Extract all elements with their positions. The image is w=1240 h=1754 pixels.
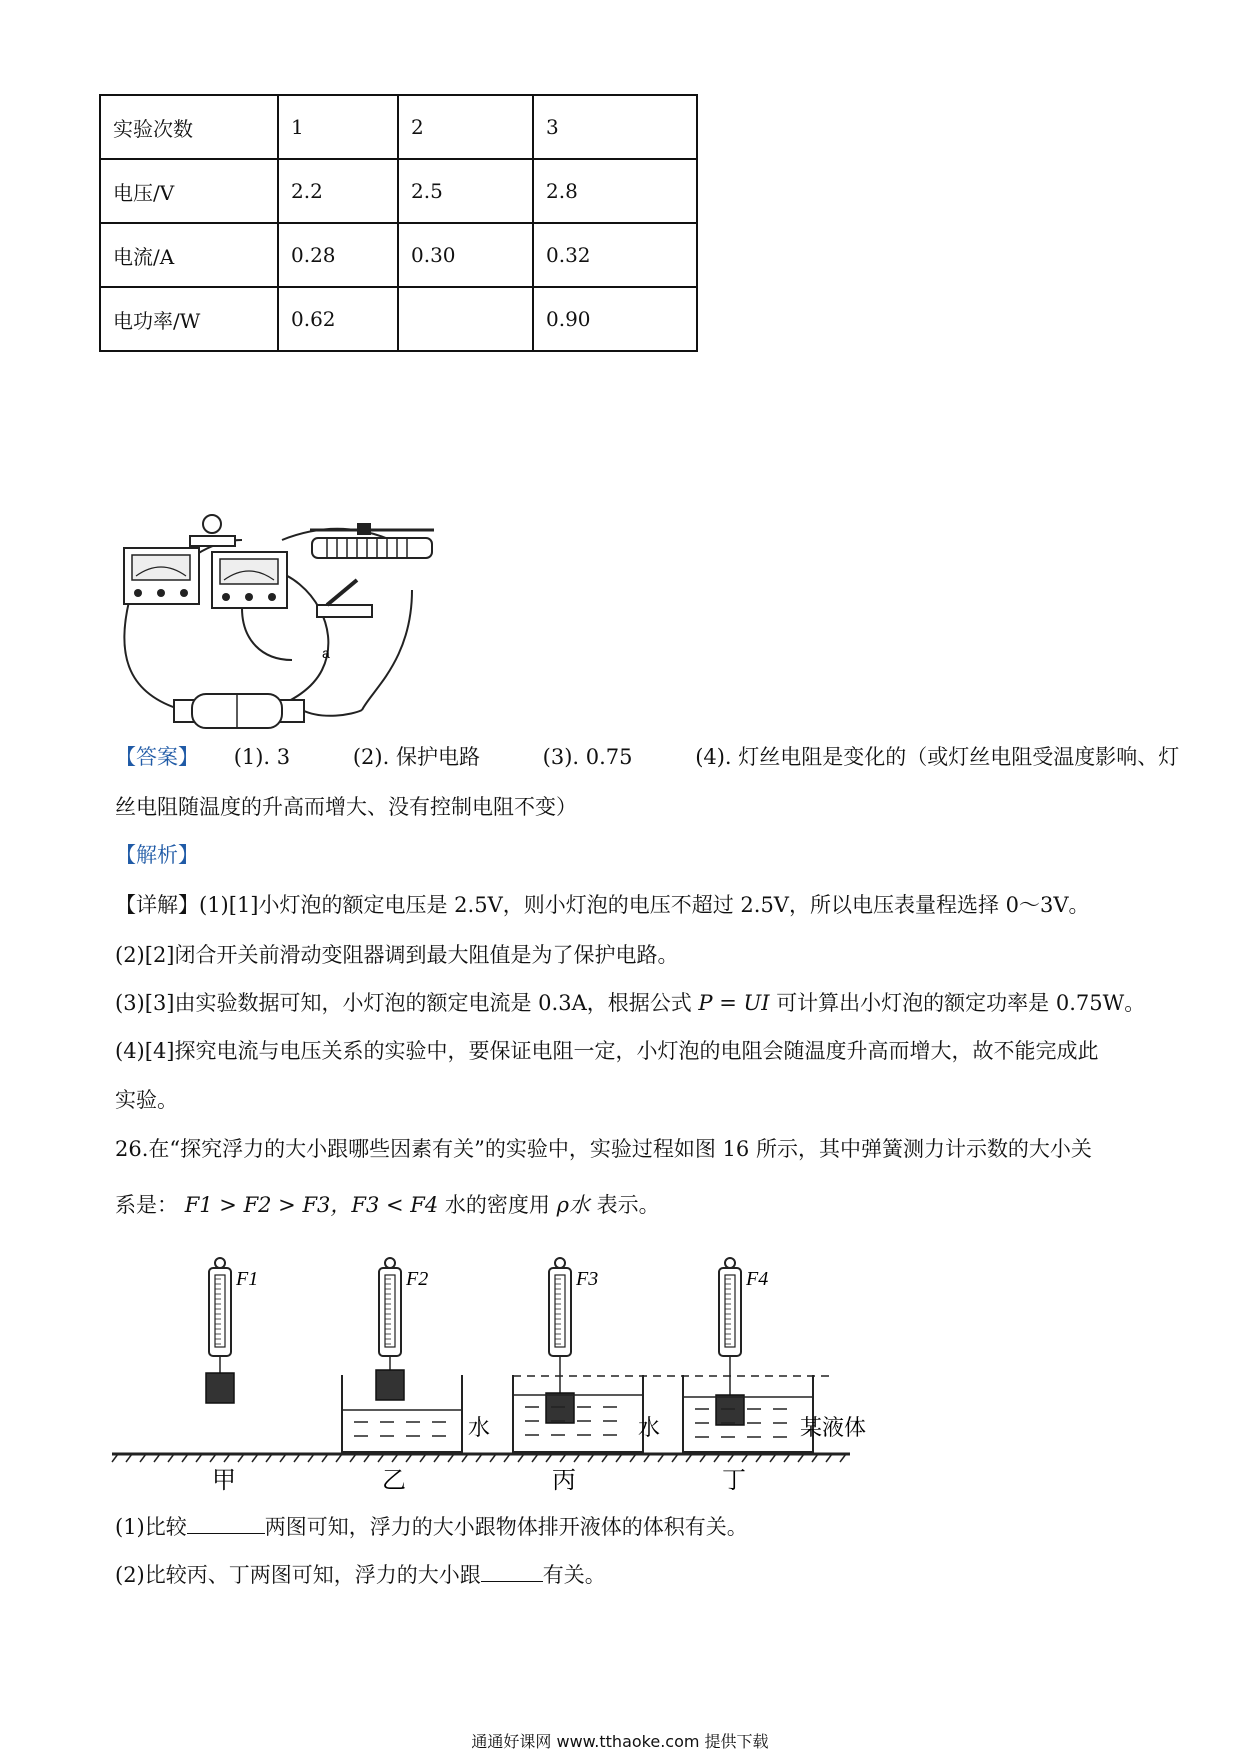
row-header-cell: 电功率/W [100, 287, 278, 351]
detail-line-3 [115, 988, 1145, 1018]
beaker [513, 1375, 643, 1452]
detail-tag: 【详解】 [115, 893, 199, 917]
table-row [100, 95, 697, 159]
force-label-1: F1 [236, 1268, 259, 1290]
table-cell [398, 287, 533, 351]
row-header-cell: 电流/A [100, 223, 278, 287]
table-row [100, 223, 697, 287]
ammeter [124, 548, 199, 604]
switch [317, 580, 372, 617]
table-cell: 0.90 [533, 287, 697, 351]
q2-text-b: 有关。 [542, 1563, 606, 1587]
buoyancy-experiment-figure [110, 1255, 890, 1505]
question-26-line-2 [115, 1190, 660, 1220]
voltmeter [212, 552, 287, 608]
detail-text-1: (1)[1]小灯泡的额定电压是 2.5V，则小灯泡的电压不超过 2.5V，所以电压表量程选择 0～3V。 [199, 893, 1090, 917]
table-cell: 0.28 [278, 223, 398, 287]
answer-item-4: (4). 灯丝电阻是变化的（或灯丝电阻受温度影响、灯 [695, 745, 1180, 769]
q1-answer-blank[interactable] [187, 1513, 265, 1534]
analysis-tag: 【解析】 [115, 843, 199, 867]
light-bulb [190, 515, 235, 546]
table-row [100, 159, 697, 223]
question-26-sub-1 [115, 1512, 748, 1542]
force-label-2: F2 [406, 1268, 429, 1290]
question-26-sub-2 [115, 1560, 606, 1590]
question-26-line-1: 26.在“探究浮力的大小跟哪些因素有关”的实验中，实验过程如图 16 所示，其中弹簧测力计示数的大小关 [115, 1137, 1092, 1161]
force-label-4: F4 [746, 1268, 769, 1290]
force-relation: F1 > F2 > F3，F3 < F4 [184, 1193, 439, 1217]
liquid-label: 水 [468, 1416, 491, 1441]
page-footer: 通通好课网 www.tthaoke.com 提供下载 [471, 1732, 769, 1751]
liquid-label: 水 [638, 1416, 661, 1441]
detail-text-3b: 可计算出小灯泡的额定功率是 0.75W。 [776, 991, 1146, 1015]
battery [174, 694, 304, 728]
liquid-label: 某液体 [800, 1416, 867, 1441]
table-cell: 2.5 [398, 159, 533, 223]
q26-text-d: 表示。 [596, 1193, 660, 1217]
force-label-3: F3 [576, 1268, 599, 1290]
row-header-cell: 实验次数 [100, 95, 278, 159]
detail-line-4: (4)[4]探究电流与电压关系的实验中，要保证电阻一定，小灯泡的电阻会随温度升高而增大，故不能完成此 [115, 1039, 1099, 1063]
panel-label: 丁 [722, 1466, 746, 1494]
table-cell: 3 [533, 95, 697, 159]
answer-continuation: 丝电阻随温度的升高而增大、没有控制电阻不变） [115, 795, 577, 819]
q26-text-a: 系是： [115, 1193, 178, 1217]
metal-block [206, 1373, 234, 1403]
detail-text-3a: (3)[3]由实验数据可知，小灯泡的额定电流是 0.3A，根据公式 [115, 991, 692, 1015]
panel-label: 甲 [212, 1466, 236, 1494]
row-header-cell: 电压/V [100, 159, 278, 223]
q26-text-c: 水的密度用 [444, 1193, 550, 1217]
q1-text-b: 两图可知，浮力的大小跟物体排开液体的体积有关。 [264, 1515, 748, 1539]
table-cell: 0.30 [398, 223, 533, 287]
answer-item-3: (3). 0.75 [542, 745, 633, 769]
wire-label-a: a [322, 645, 330, 661]
panel-label: 乙 [382, 1466, 406, 1494]
detail-line-5: 实验。 [115, 1088, 178, 1112]
circuit-diagram [112, 510, 502, 730]
table-cell: 0.32 [533, 223, 697, 287]
metal-block [716, 1395, 744, 1425]
table-cell: 0.62 [278, 287, 398, 351]
table-cell: 2 [398, 95, 533, 159]
q1-text-a: (1)比较 [115, 1515, 187, 1539]
answer-tag: 【答案】 [115, 745, 199, 769]
metal-block [376, 1370, 404, 1400]
beaker [683, 1375, 813, 1452]
power-formula: P = UI [698, 991, 770, 1015]
table-cell: 1 [278, 95, 398, 159]
answer-item-1: (1). 3 [233, 745, 291, 769]
answer-line [115, 742, 1179, 772]
q2-answer-blank[interactable] [481, 1561, 543, 1582]
water-density-symbol: ρ水 [556, 1193, 590, 1217]
metal-block [546, 1393, 574, 1423]
panel-label: 丙 [552, 1466, 576, 1494]
q2-text-a: (2)比较丙、丁两图可知，浮力的大小跟 [115, 1563, 481, 1587]
detail-line-1 [115, 890, 1090, 920]
table-cell: 2.2 [278, 159, 398, 223]
table-cell: 2.8 [533, 159, 697, 223]
experiment-data-table [99, 94, 698, 352]
detail-line-2: (2)[2]闭合开关前滑动变阻器调到最大阻值是为了保护电路。 [115, 943, 679, 967]
table-row [100, 287, 697, 351]
answer-item-2: (2). 保护电路 [352, 745, 480, 769]
